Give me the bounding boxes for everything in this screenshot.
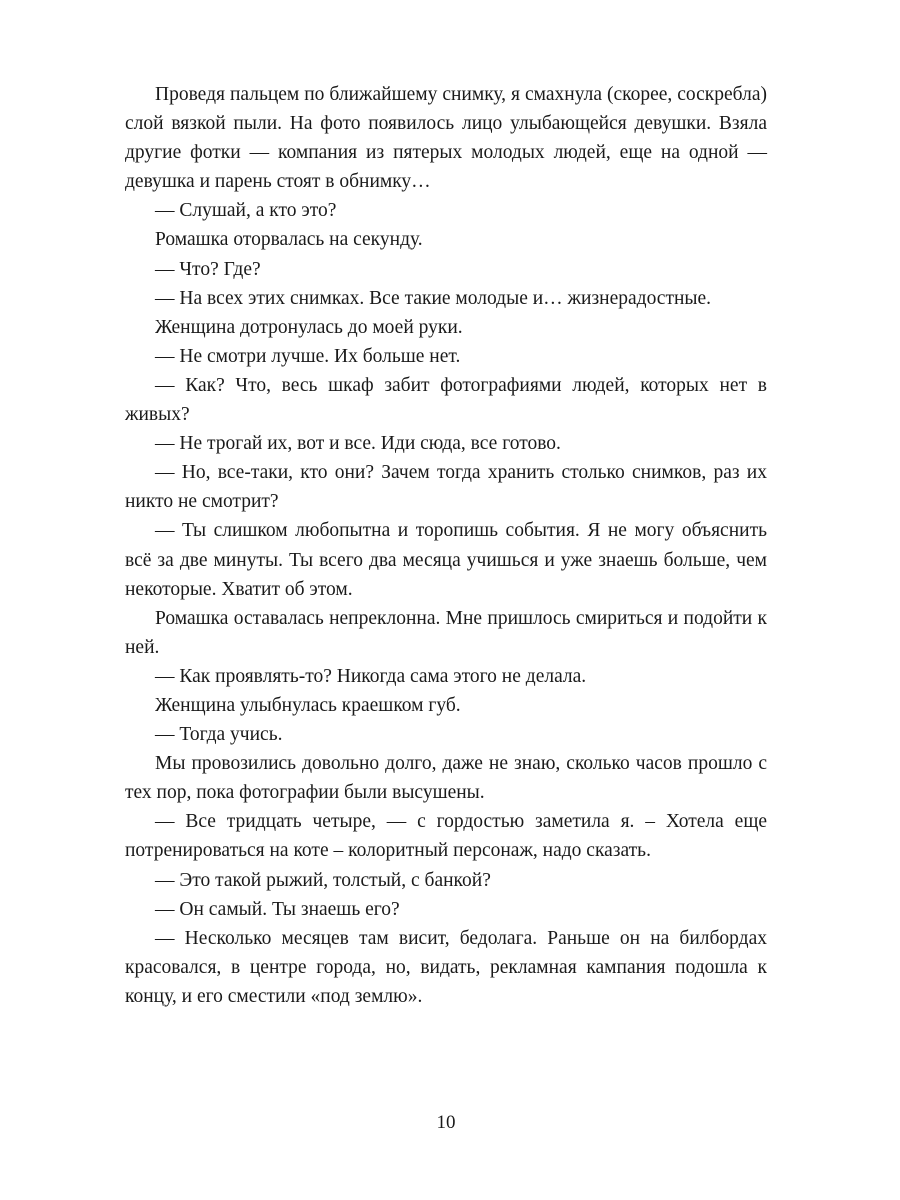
paragraph: — Все тридцать четыре, — с гордостью заметила я. – Хотела еще потренироваться на коте – колоритный персонаж, надо сказать. bbox=[125, 811, 767, 862]
paragraph: Проведя пальцем по ближайшему снимку, я смахнула (скорее, соскребла) слой вязкой пыли. На фото появилось лицо улыбающейся девушки. Взяла другие фотки — компания из пятерых молодых людей, еще на одной — девушка и парень стоят в обнимку… bbox=[125, 84, 767, 193]
paragraph: — Не смотри лучше. Их больше нет. bbox=[155, 345, 461, 367]
paragraph: — Не трогай их, вот и все. Иди сюда, все готово. bbox=[155, 433, 561, 455]
paragraph: Мы провозились довольно долго, даже не знаю, сколько часов прошло с тех пор, пока фотографии были высушены. bbox=[125, 753, 767, 804]
paragraph: — Слушай, а кто это? bbox=[155, 200, 337, 222]
paragraph: — Тогда учись. bbox=[155, 724, 283, 746]
paragraph: — На всех этих снимках. Все такие молодые и… жизнерадостные. bbox=[155, 287, 712, 309]
paragraph: Женщина дотронулась до моей руки. bbox=[155, 316, 463, 338]
paragraph: Женщина улыбнулась краешком губ. bbox=[155, 694, 461, 716]
paragraph: — Но, все-таки, кто они? Зачем тогда хранить столько снимков, раз их никто не смотрит? bbox=[125, 462, 767, 513]
paragraph: — Что? Где? bbox=[155, 258, 261, 280]
page-number: 10 bbox=[436, 1112, 456, 1133]
page-text bbox=[125, 80, 767, 1011]
paragraph: Ромашка оторвалась на секунду. bbox=[155, 229, 423, 251]
paragraph: — Как проявлять-то? Никогда сама этого не делала. bbox=[155, 665, 587, 687]
paragraph: Ромашка оставалась непреклонна. Мне пришлось смириться и подойти к ней. bbox=[125, 607, 767, 658]
paragraph: — Ты слишком любопытна и торопишь события. Я не могу объяснить всё за две минуты. Ты всего два месяца учишься и уже знаешь больше, чем некоторые. Хватит об этом. bbox=[125, 520, 767, 600]
paragraph: — Он самый. Ты знаешь его? bbox=[155, 898, 400, 920]
paragraph: — Как? Что, весь шкаф забит фотографиями людей, которых нет в живых? bbox=[125, 374, 767, 426]
paragraph: — Несколько месяцев там висит, бедолага. Раньше он на билбордах красовался, в центре города, но, видать, рекламная кампания подошла к концу, и его сместили «под землю». bbox=[125, 927, 767, 1007]
paragraph: — Это такой рыжий, толстый, с банкой? bbox=[155, 869, 491, 891]
